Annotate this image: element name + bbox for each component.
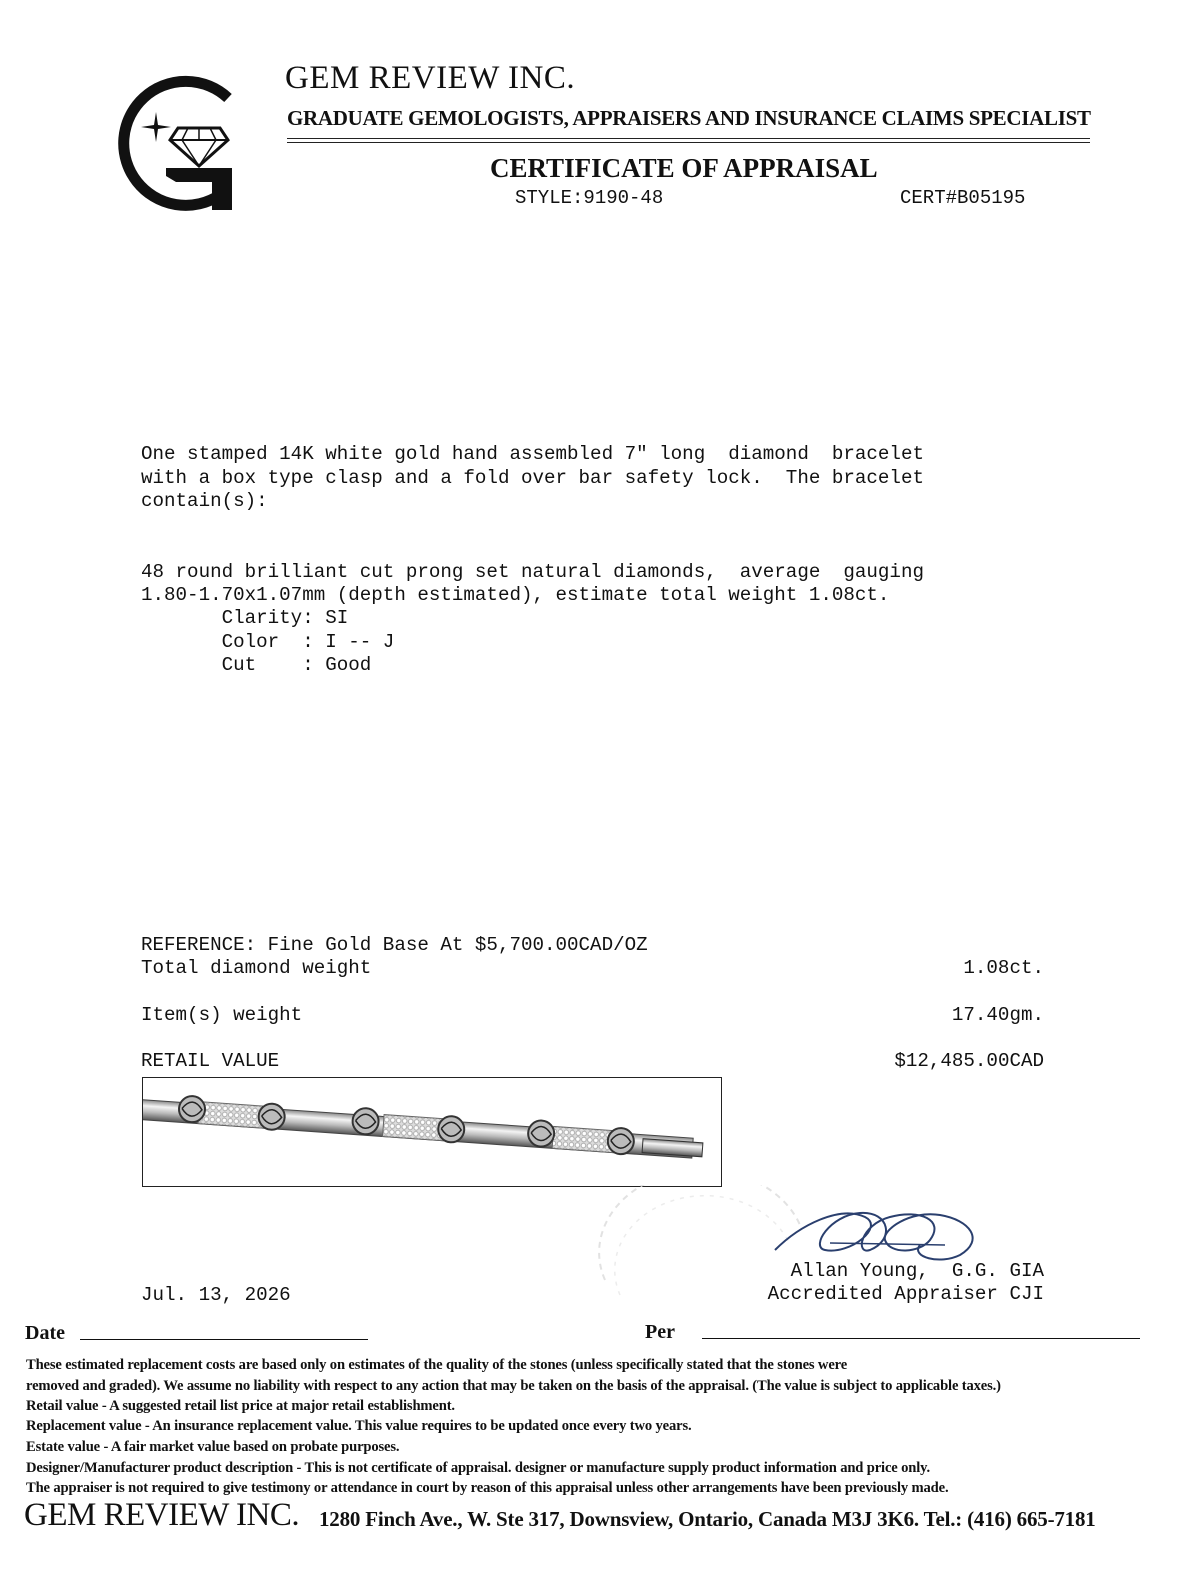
description-line: contain(s): xyxy=(141,490,268,512)
retail-value-label: RETAIL VALUE xyxy=(141,1050,280,1072)
bracelet-photo xyxy=(142,1077,722,1187)
footer-company-name: GEM REVIEW INC. xyxy=(24,1497,300,1533)
stones-line: 48 round brilliant cut prong set natural diamonds, average gauging xyxy=(141,561,924,583)
disclaimer-line: Retail value - A suggested retail list price at major retail establishment. xyxy=(26,1398,455,1414)
stones-line: 1.80-1.70x1.07mm (depth estimated), estimate total weight 1.08ct. xyxy=(141,584,890,606)
certificate-number: CERT#B05195 xyxy=(900,187,1026,209)
clarity-line: Clarity: SI xyxy=(141,607,349,629)
disclaimer-line: Estate value - A fair market value based on probate purposes. xyxy=(26,1439,400,1455)
date-underline xyxy=(80,1339,368,1340)
description-line: with a box type clasp and a fold over bar safety lock. The bracelet xyxy=(141,467,924,489)
disclaimer-line: The appraiser is not required to give testimony or attendance in court by reason of this appraisal unless other arrangements have been previously made. xyxy=(26,1480,949,1496)
bracelet-image xyxy=(143,1078,721,1186)
item-weight-value: 17.40gm. xyxy=(951,1004,1044,1026)
cut-line: Cut : Good xyxy=(141,654,372,676)
item-weight-label: Item(s) weight xyxy=(141,1004,303,1026)
appraisal-date: Jul. 13, 2026 xyxy=(141,1284,291,1306)
retail-value-amount: $12,485.00CAD xyxy=(894,1050,1044,1072)
disclaimer-line: removed and graded). We assume no liability with respect to any action that may be taken on the basis of the appraisal. (The value is subject to applicable taxes.) xyxy=(26,1378,1001,1394)
appraiser-name: Allan Young, G.G. GIA xyxy=(790,1260,1044,1282)
reference-line: REFERENCE: Fine Gold Base At $5,700.00CAD/OZ xyxy=(141,934,648,956)
diamond-weight-label: Total diamond weight xyxy=(141,957,372,979)
per-label: Per xyxy=(645,1321,675,1343)
company-name: GEM REVIEW INC. xyxy=(285,60,576,96)
header-rule xyxy=(287,138,1090,139)
diamond-weight-value: 1.08ct. xyxy=(963,957,1044,979)
per-underline xyxy=(702,1338,1140,1339)
color-line: Color : I -- J xyxy=(141,631,395,653)
company-tagline: GRADUATE GEMOLOGISTS, APPRAISERS AND INSURANCE CLAIMS SPECIALIST xyxy=(287,106,1091,130)
diamond-g-logo-icon xyxy=(100,70,240,215)
date-label: Date xyxy=(25,1322,65,1344)
header-rule xyxy=(287,142,1090,143)
disclaimer-line: These estimated replacement costs are based only on estimates of the quality of the stones (unless specifically stated that the stones were xyxy=(26,1357,848,1373)
footer-address: 1280 Finch Ave., W. Ste 317, Downsview, Ontario, Canada M3J 3K6. Tel.: (416) 665-7181 xyxy=(319,1507,1096,1531)
certificate-title: CERTIFICATE OF APPRAISAL xyxy=(490,153,878,183)
appraiser-title: Accredited Appraiser CJI xyxy=(767,1283,1044,1305)
style-number: STYLE:9190-48 xyxy=(515,187,664,209)
disclaimer-line: Replacement value - An insurance replacement value. This value requires to be updated once every two years. xyxy=(26,1418,692,1434)
description-line: One stamped 14K white gold hand assembled 7" long diamond bracelet xyxy=(141,443,924,465)
disclaimer-line: Designer/Manufacturer product description - This is not certificate of appraisal. designer or manufacture supply product information and price only. xyxy=(26,1460,930,1476)
handwritten-signature xyxy=(770,1195,990,1270)
